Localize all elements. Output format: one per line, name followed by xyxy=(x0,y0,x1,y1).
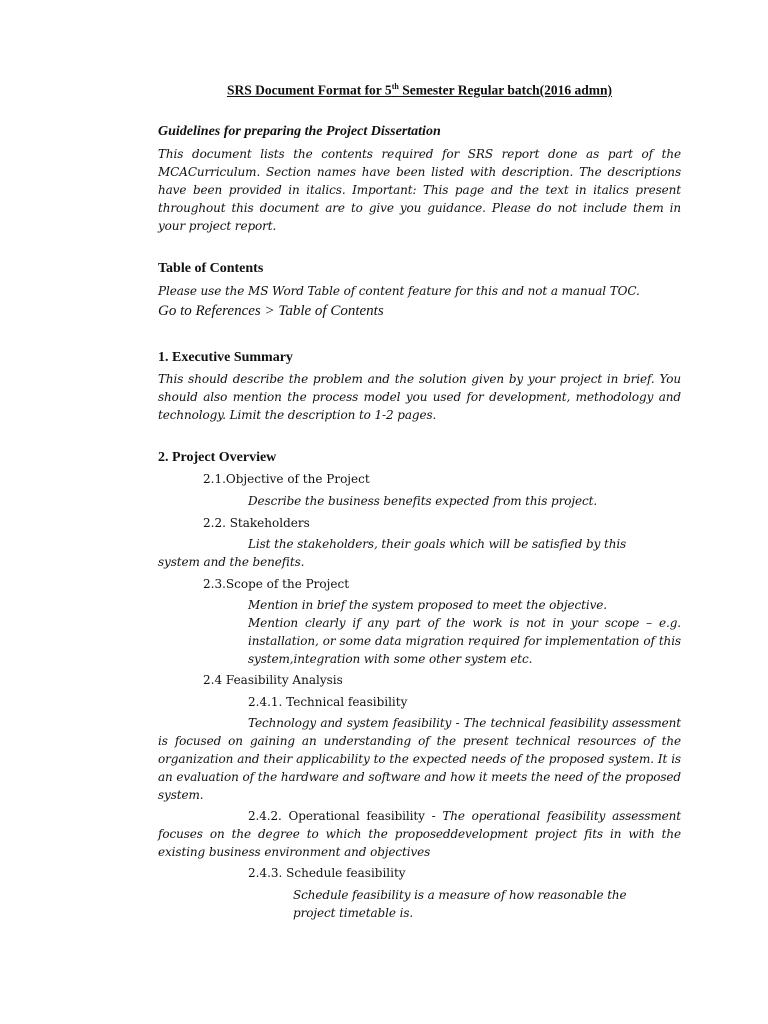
stakeholders-text-line1: List the stakeholders, their goals which will be satisfied by this xyxy=(248,537,627,551)
feasibility-heading: 2.4 Feasibility Analysis xyxy=(203,673,343,687)
executive-summary-text: This should describe the problem and the solution given by your project in brief. You should also mention the process model you used for development, methodology and technology. Limit the description to 1-2 pages. xyxy=(158,372,681,422)
technical-feasibility-heading: 2.4.1. Technical feasibility xyxy=(248,695,408,709)
toc-text: Please use the MS Word Table of content feature for this and not a manual TOC. xyxy=(158,284,640,298)
stakeholders-text-line2: system and the benefits. xyxy=(158,555,305,569)
guidelines-text: This document lists the contents required for SRS report done as part of the MCACurriculum. Section names have been listed with description. The descriptions have been provided in italics. Important: This page and the text in italics present throughout this document are to give you guidance. Please do not include them in your project report. xyxy=(158,147,681,233)
document-title: SRS Document Format for 5th Semester Regular batch(2016 admn) xyxy=(226,82,613,98)
objective-heading: 2.1.Objective of the Project xyxy=(203,472,370,486)
operational-feasibility-heading: 2.4.2. Operational feasibility - xyxy=(248,809,443,823)
scope-heading: 2.3.Scope of the Project xyxy=(203,577,350,591)
operational-feasibility-text: The operational feasibility assessment focuses on the degree to which the proposeddevelopment project fits in with the existing business environment and objectives xyxy=(158,809,681,859)
schedule-feasibility-text-line1: Schedule feasibility is a measure of how reasonable the xyxy=(293,888,627,902)
guidelines-heading: Guidelines for preparing the Project Dissertation xyxy=(158,124,441,139)
toc-goto-instruction: Go to References > Table of Contents xyxy=(158,303,384,319)
operational-feasibility-paragraph xyxy=(158,807,681,861)
scope-text-line1: Mention in brief the system proposed to meet the objective. xyxy=(248,598,607,612)
project-overview-heading: 2. Project Overview xyxy=(158,450,277,465)
stakeholders-heading: 2.2. Stakeholders xyxy=(203,516,310,530)
scope-text-detail: Mention clearly if any part of the work is not in your scope – e.g. installation, or some data migration required for implementation of this system,integration with some other system etc. xyxy=(248,616,681,666)
toc-heading: Table of Contents xyxy=(158,261,264,276)
executive-summary-heading: 1. Executive Summary xyxy=(158,350,293,365)
schedule-feasibility-text-line2: project timetable is. xyxy=(293,906,414,920)
objective-text: Describe the business benefits expected from this project. xyxy=(248,494,598,508)
technical-feasibility-text: Technology and system feasibility - The technical feasibility assessment is focused on gaining an understanding of the present technical resources of the organization and their applicability to the expected needs of the proposed system. It is an evaluation of the hardware and software and how it meets the need of the proposed system. xyxy=(158,716,681,802)
schedule-feasibility-heading: 2.4.3. Schedule feasibility xyxy=(248,866,406,880)
